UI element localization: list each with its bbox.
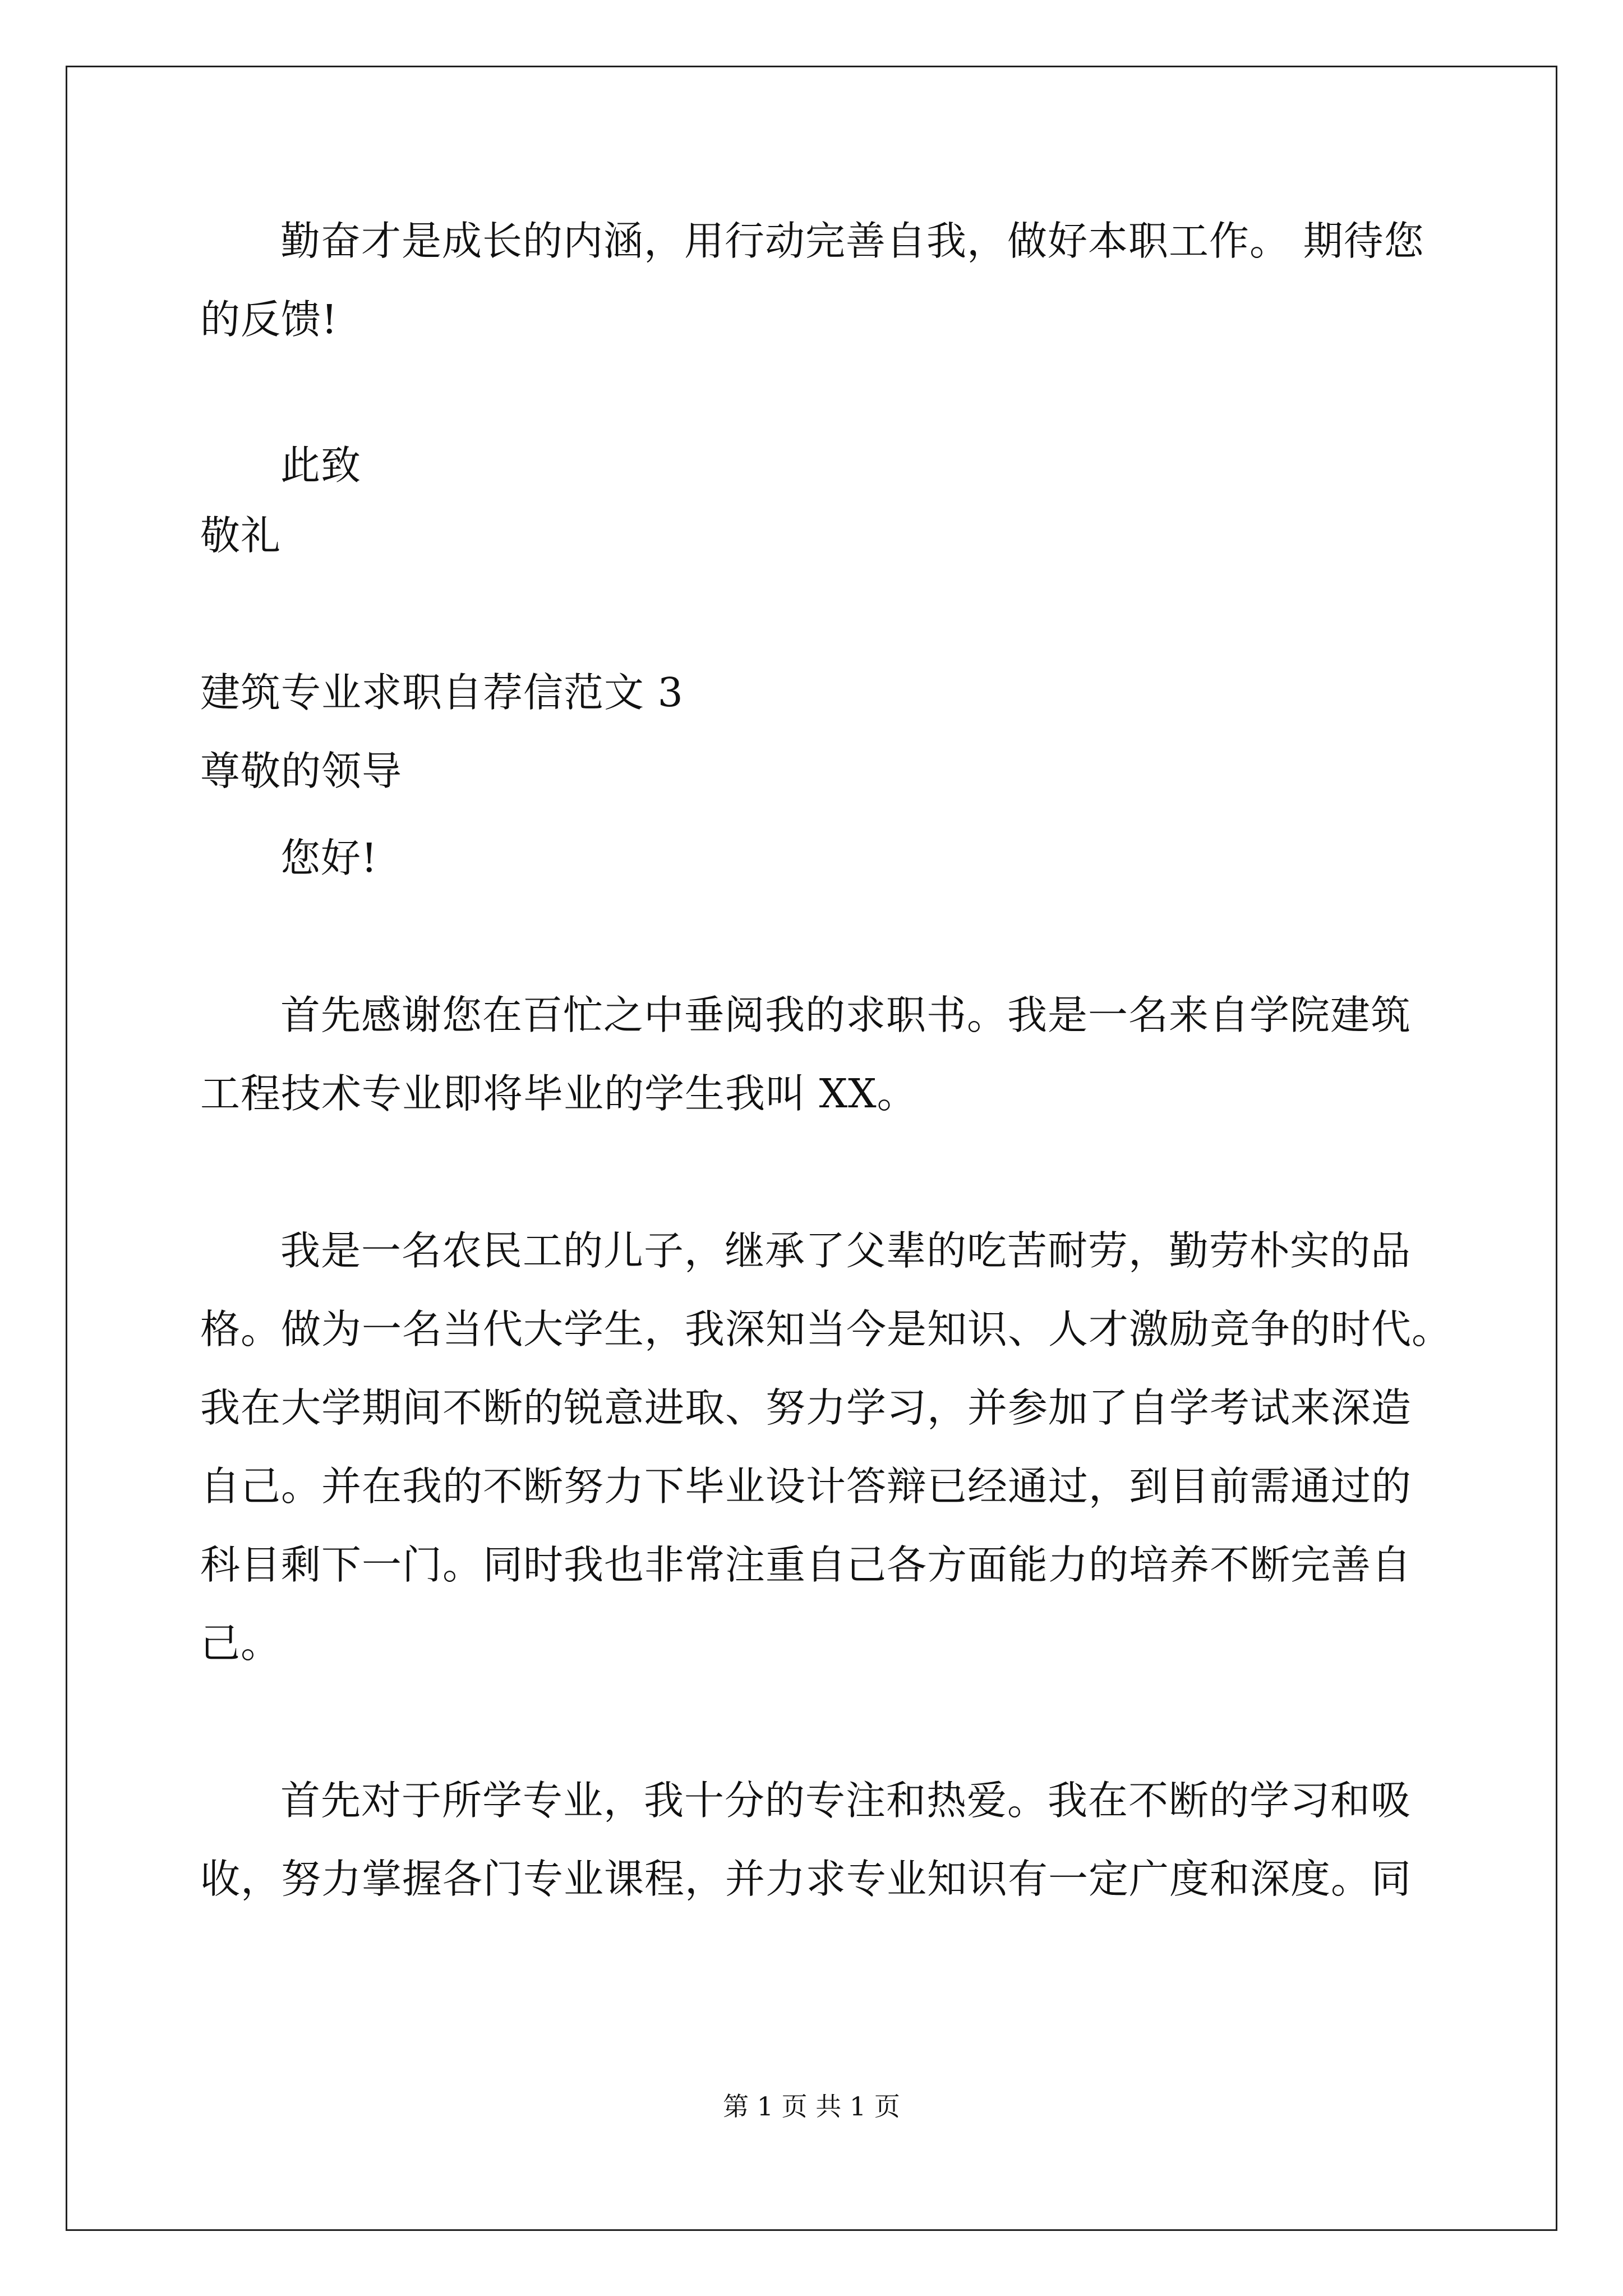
page-footer: 第 1 页 共 1 页 bbox=[723, 2091, 900, 2122]
text-line: 己。 bbox=[200, 1620, 282, 1667]
text-line: 我是一名农民工的儿子，继承了父辈的吃苦耐劳，勤劳朴实的品 bbox=[280, 1227, 1412, 1274]
salutation-line: 敬礼 bbox=[200, 512, 282, 559]
greeting-line: 您好! bbox=[280, 835, 378, 881]
section-title: 建筑专业求职自荐信范文 3 bbox=[200, 669, 684, 716]
salutation-line: 此致 bbox=[280, 442, 362, 489]
text-line: 科目剩下一门。同时我也非常注重自己各方面能力的培养不断完善自 bbox=[200, 1542, 1412, 1588]
text-line: 收，努力掌握各门专业课程，并力求专业知识有一定广度和深度。同 bbox=[200, 1856, 1412, 1902]
text-line: 我在大学期间不断的锐意进取、努力学习，并参加了自学考试来深造 bbox=[200, 1384, 1412, 1431]
text-line: 自己。并在我的不断努力下毕业设计答辩已经通过，到目前需通过的 bbox=[200, 1463, 1412, 1510]
text-line: 的反馈! bbox=[200, 296, 338, 343]
text-line: 首先感谢您在百忙之中垂阅我的求职书。我是一名来自学院建筑 bbox=[280, 992, 1412, 1038]
text-line: 首先对于所学专业，我十分的专注和热爱。我在不断的学习和吸 bbox=[280, 1777, 1412, 1824]
greeting-line: 尊敬的领导 bbox=[200, 748, 403, 794]
text-line: 勤奋才是成长的内涵，用行动完善自我，做好本职工作。 期待您 bbox=[280, 218, 1424, 264]
text-line: 格。做为一名当代大学生，我深知当今是知识、人才激励竞争的时代。 bbox=[200, 1306, 1453, 1352]
page-border bbox=[66, 66, 1557, 2231]
text-line: 工程技术专业即将毕业的学生我叫 XX。 bbox=[200, 1070, 917, 1117]
